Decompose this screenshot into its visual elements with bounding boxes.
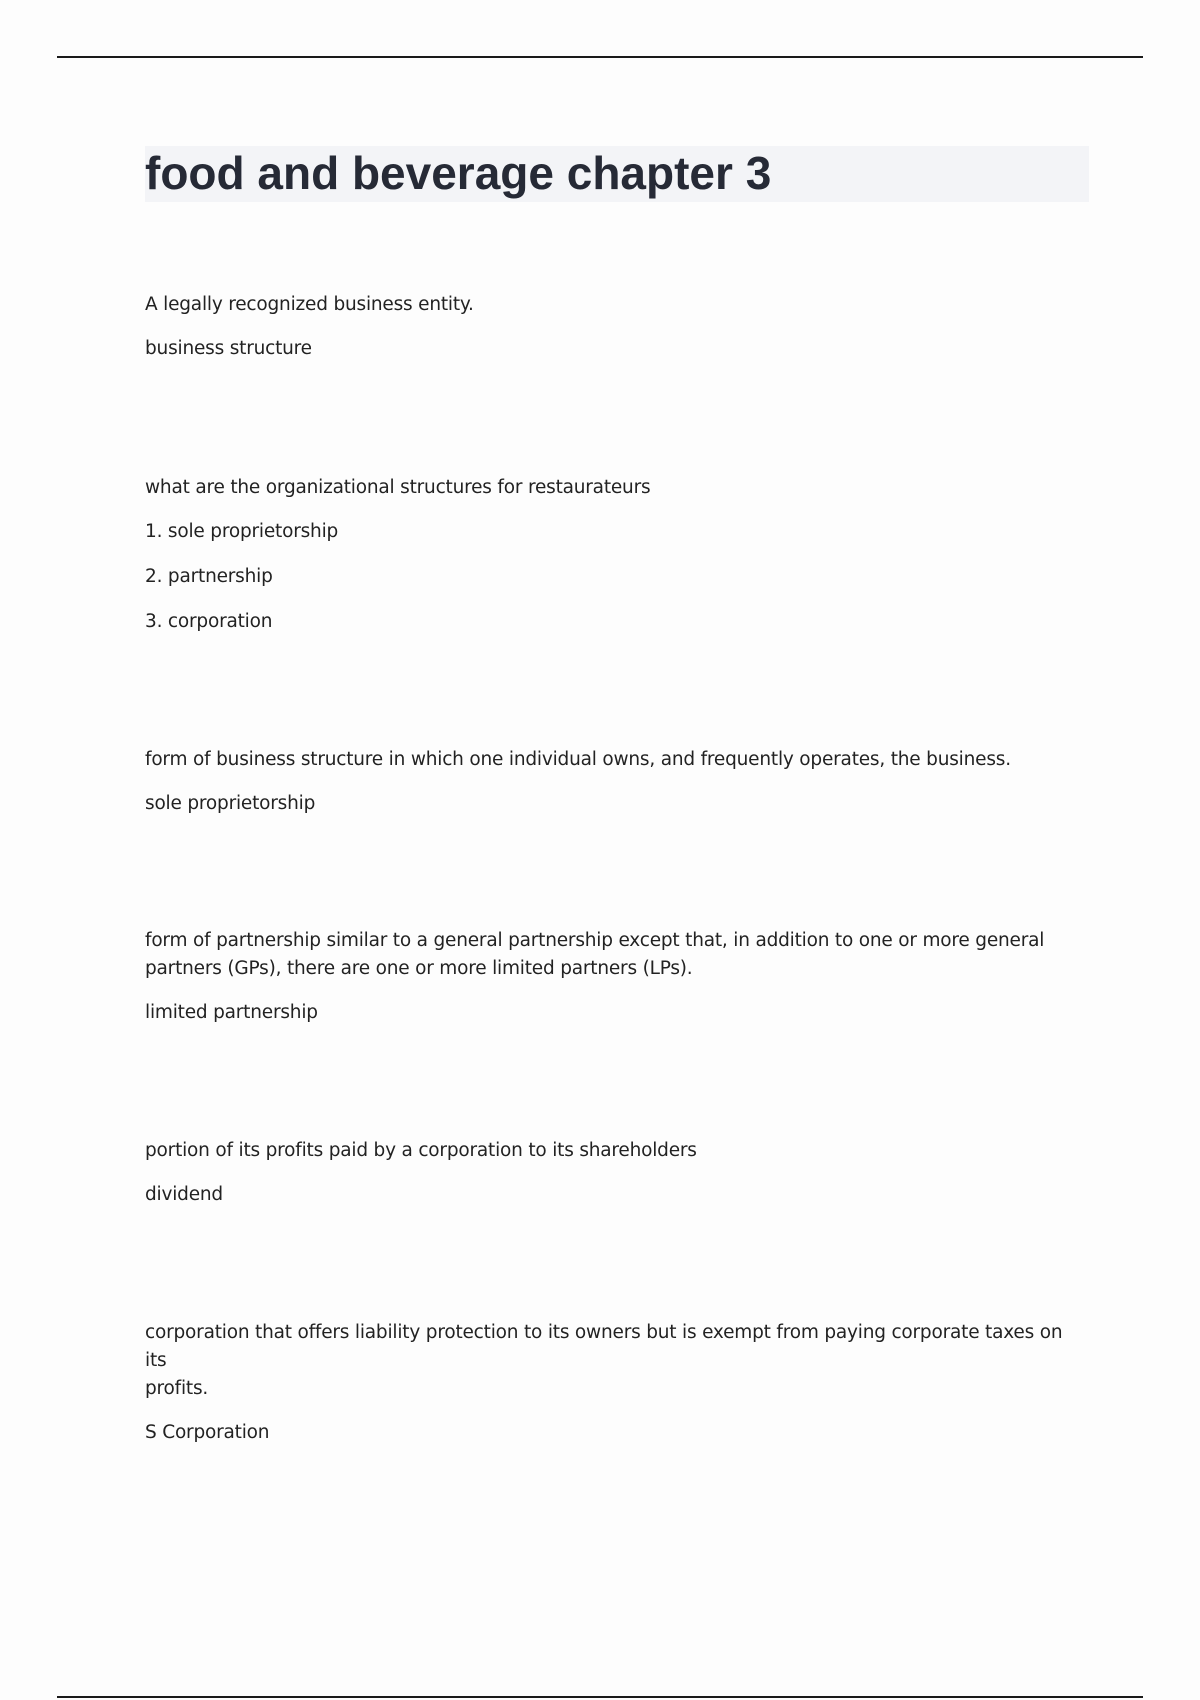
flashcard (145, 1319, 1085, 1447)
flashcard (145, 927, 1085, 1027)
card-answer: limited partnership (145, 1002, 318, 1023)
flashcard (145, 474, 1085, 636)
card-question: portion of its profits paid by a corporation to its shareholders (145, 1140, 697, 1161)
card-question-line: partners (GPs), there are one or more limited partners (LPs). (145, 958, 693, 979)
card-question-line: corporation that offers liability protection to its owners but is exempt from paying corporate taxes on its (145, 1322, 1063, 1371)
list-item: 2. partnership (145, 566, 273, 587)
card-answer: business structure (145, 338, 312, 359)
card-question: what are the organizational structures for restaurateurs (145, 477, 651, 498)
list-item: 3. corporation (145, 611, 273, 632)
flashcard (145, 1137, 1085, 1209)
card-question: A legally recognized business entity. (145, 294, 474, 315)
card-question: form of business structure in which one individual owns, and frequently operates, the business. (145, 749, 1011, 770)
card-answer-list (145, 518, 1085, 636)
list-item: 1. sole proprietorship (145, 521, 339, 542)
page-title: food and beverage chapter 3 (145, 147, 772, 199)
card-question-line: form of partnership similar to a general partnership except that, in addition to one or more general (145, 930, 1045, 951)
flashcard (145, 291, 1085, 363)
flashcard (145, 746, 1085, 818)
card-question-line: profits. (145, 1378, 209, 1399)
card-answer: sole proprietorship (145, 793, 316, 814)
bottom-rule (57, 1696, 1143, 1698)
top-rule (57, 56, 1143, 58)
card-answer: dividend (145, 1184, 223, 1205)
card-answer: S Corporation (145, 1422, 270, 1443)
